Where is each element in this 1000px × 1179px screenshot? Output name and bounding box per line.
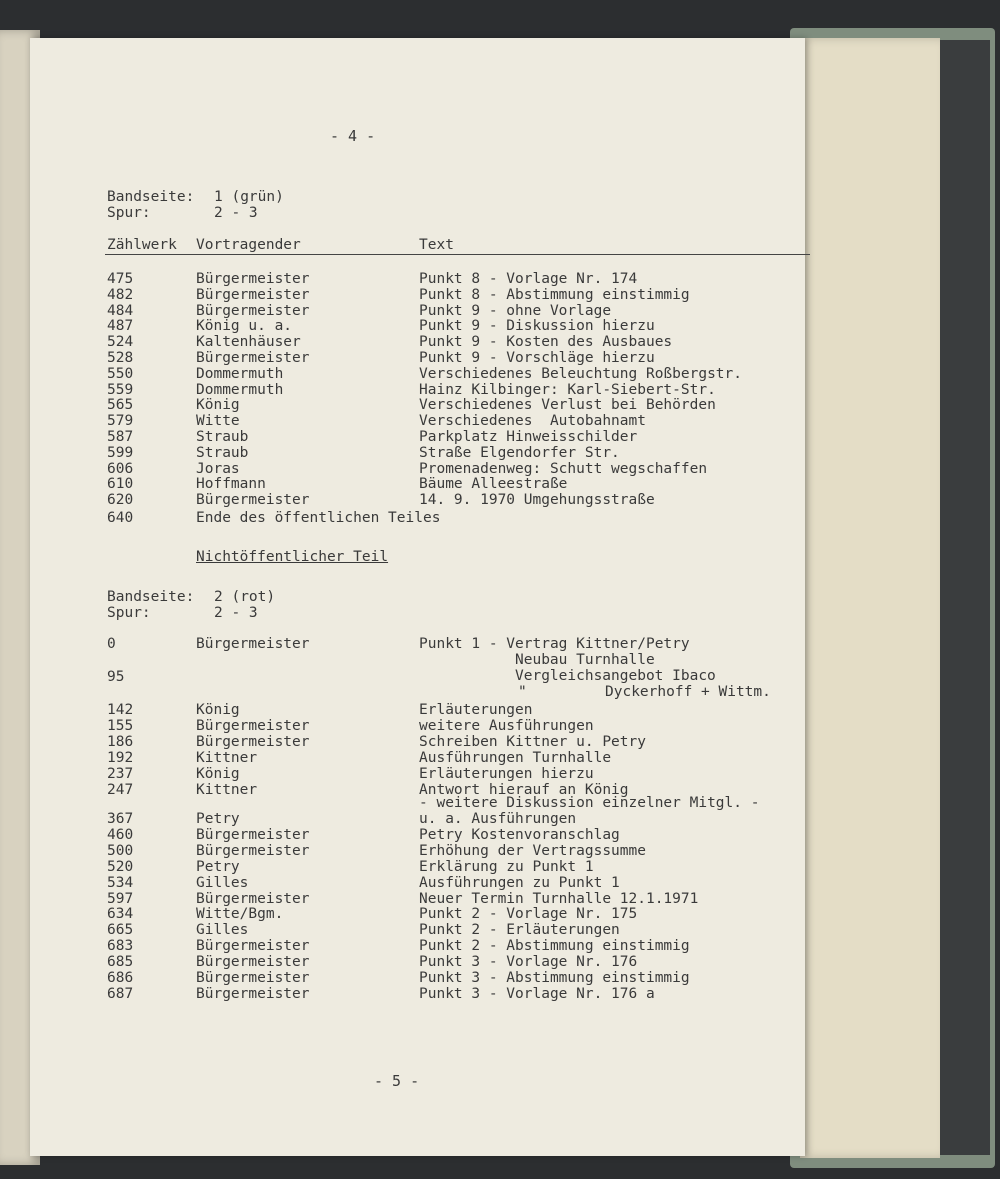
row-text: Punkt 9 - Vorschläge hierzu: [419, 350, 655, 366]
row-number: 460: [107, 826, 134, 843]
row-text: Ausführungen zu Punkt 1: [419, 874, 620, 891]
row-speaker: Dommermuth: [196, 365, 284, 382]
section-title: Nichtöffentlicher Teil: [196, 549, 389, 565]
row-number: 484: [107, 302, 134, 319]
row-text: 14. 9. 1970 Umgehungsstraße: [419, 492, 655, 509]
header-text: Text: [419, 237, 454, 253]
bandseite-label: Bandseite:: [107, 589, 195, 605]
row-text: Punkt 8 - Abstimmung einstimmig: [419, 286, 690, 303]
row-speaker: Kittner: [196, 782, 258, 798]
row-speaker: Bürgermeister: [196, 350, 310, 366]
row-number: 487: [107, 318, 134, 335]
row-number: 587: [107, 429, 134, 445]
header-rule: [105, 254, 810, 255]
row-number: 142: [107, 702, 134, 718]
row-speaker: Bürgermeister: [196, 954, 310, 971]
row-speaker: König u. a.: [196, 318, 293, 335]
row-speaker: Bürgermeister: [196, 734, 310, 750]
row-text: weitere Ausführungen: [419, 718, 594, 734]
row-number: 500: [107, 842, 134, 859]
row-text: Punkt 2 - Vorlage Nr. 175: [419, 906, 638, 923]
row-text: Neuer Termin Turnhalle 12.1.1971: [419, 890, 699, 907]
row-speaker: König: [196, 397, 240, 414]
row-number: 475: [107, 271, 134, 287]
row-text: Punkt 3 - Vorlage Nr. 176: [419, 954, 638, 971]
row-speaker: Bürgermeister: [196, 938, 310, 955]
row-number: 524: [107, 334, 134, 351]
row-number: 665: [107, 922, 134, 939]
row-number: 367: [107, 811, 134, 827]
row-text: Parkplatz Hinweisschilder: [419, 429, 638, 445]
row-speaker: Gilles: [196, 874, 249, 891]
spur-label: Spur:: [107, 605, 151, 621]
row-text: Hainz Kilbinger: Karl-Siebert-Str.: [419, 381, 716, 398]
row-speaker: Straub: [196, 429, 249, 445]
header-vortragender: Vortragender: [196, 237, 301, 253]
row-number: 528: [107, 350, 134, 366]
row-text: u. a. Ausführungen: [419, 811, 577, 827]
row-text: Punkt 3 - Abstimmung einstimmig: [419, 970, 690, 986]
row-number: 640: [107, 510, 134, 526]
row-number: 192: [107, 750, 134, 766]
row-number: 534: [107, 874, 134, 891]
row-speaker: Bürgermeister: [196, 890, 310, 907]
row-speaker: Dommermuth: [196, 381, 284, 398]
row-text: Punkt 8 - Vorlage Nr. 174: [419, 271, 638, 287]
row-number: 687: [107, 985, 134, 1002]
row-number: 606: [107, 460, 134, 477]
row-number: 620: [107, 492, 134, 509]
row-text: Punkt 2 - Erläuterungen: [419, 922, 620, 939]
row-text: Erklärung zu Punkt 1: [419, 858, 594, 875]
row-speaker: Bürgermeister: [196, 286, 310, 303]
page-number-top: - 4 -: [330, 127, 376, 145]
row-number: 155: [107, 718, 134, 734]
row-speaker: Bürgermeister: [196, 842, 310, 859]
ditto-mark: ": [518, 684, 527, 700]
row-text: Schreiben Kittner u. Petry: [419, 734, 646, 750]
row-text-cont: Neubau Turnhalle: [515, 652, 655, 668]
row-text: Antwort hierauf an König: [419, 782, 629, 798]
bandseite-label: Bandseite:: [107, 189, 195, 205]
row-speaker: Joras: [196, 460, 240, 477]
row-number: 247: [107, 782, 134, 798]
back-page: [800, 38, 940, 1158]
spur-label: Spur:: [107, 205, 151, 221]
row-text: Punkt 9 - ohne Vorlage: [419, 302, 612, 319]
row-number: 237: [107, 766, 134, 782]
row-text: Verschiedenes Beleuchtung Roßbergstr.: [419, 365, 743, 382]
row-number: 597: [107, 890, 134, 907]
row-text: Erläuterungen hierzu: [419, 766, 594, 782]
spur-value: 2 - 3: [214, 205, 258, 221]
row-number: 683: [107, 938, 134, 955]
row-text: Promenadenweg: Schutt wegschaffen: [419, 460, 708, 477]
row-speaker: Bürgermeister: [196, 492, 310, 509]
bandseite-value: 2 (rot): [214, 589, 276, 605]
row-speaker: Hoffmann: [196, 476, 266, 493]
row-speaker: Bürgermeister: [196, 985, 310, 1002]
row-speaker: Bürgermeister: [196, 271, 310, 287]
row-number: 599: [107, 444, 134, 461]
row-number: 95: [107, 669, 125, 685]
row-speaker: König: [196, 766, 240, 782]
row-text: Straße Elgendorfer Str.: [419, 444, 620, 461]
row-text: Punkt 1 - Vertrag Kittner/Petry: [419, 636, 690, 652]
row-speaker: Petry: [196, 858, 240, 875]
binder-spine: [935, 40, 990, 1155]
spur-value: 2 - 3: [214, 605, 258, 621]
row-text-cont: Dyckerhoff + Wittm.: [605, 684, 771, 700]
row-speaker: Kittner: [196, 750, 258, 766]
row-number: 634: [107, 906, 134, 923]
row-speaker: König: [196, 702, 240, 718]
row-number: 520: [107, 858, 134, 875]
row-text: Punkt 9 - Kosten des Ausbaues: [419, 334, 673, 351]
row-text: Verschiedenes Autobahnamt: [419, 413, 646, 430]
row-number: 686: [107, 970, 134, 986]
row-speaker: Bürgermeister: [196, 718, 310, 734]
row-text: Ausführungen Turnhalle: [419, 750, 612, 766]
row-text: Petry Kostenvoranschlag: [419, 826, 620, 843]
row-speaker: Petry: [196, 811, 240, 827]
row-speaker: Straub: [196, 444, 249, 461]
row-speaker: Bürgermeister: [196, 302, 310, 319]
row-text-cont: Vergleichsangebot Ibaco: [515, 668, 716, 684]
row-text: Erhöhung der Vertragssumme: [419, 842, 646, 859]
row-text: Bäume Alleestraße: [419, 476, 568, 493]
row-text-cont: - weitere Diskussion einzelner Mitgl. -: [419, 795, 760, 811]
row-text: Verschiedenes Verlust bei Behörden: [419, 397, 716, 414]
page-number-bottom: - 5 -: [374, 1072, 420, 1090]
row-number: 559: [107, 381, 134, 398]
row-speaker: Witte: [196, 413, 240, 430]
row-number: 186: [107, 734, 134, 750]
row-speaker: Kaltenhäuser: [196, 334, 301, 351]
row-text: Punkt 2 - Abstimmung einstimmig: [419, 938, 690, 955]
header-zaehlwerk: Zählwerk: [107, 237, 177, 253]
row-number: 0: [107, 636, 116, 652]
bandseite-value: 1 (grün): [214, 189, 284, 205]
row-text: Erläuterungen: [419, 702, 533, 718]
row-text: Punkt 9 - Diskussion hierzu: [419, 318, 655, 335]
row-number: 482: [107, 286, 134, 303]
row-number: 579: [107, 413, 134, 430]
row-speaker: Bürgermeister: [196, 636, 310, 652]
row-number: 610: [107, 476, 134, 493]
row-number: 565: [107, 397, 134, 414]
row-speaker: Witte/Bgm.: [196, 906, 284, 923]
row-speaker: Bürgermeister: [196, 970, 310, 986]
row-number: 550: [107, 365, 134, 382]
row-number: 685: [107, 954, 134, 971]
row-speaker: Gilles: [196, 922, 249, 939]
row-text: Punkt 3 - Vorlage Nr. 176 a: [419, 985, 655, 1002]
row-speaker: Bürgermeister: [196, 826, 310, 843]
document-page: [30, 38, 805, 1156]
row-text: Ende des öffentlichen Teiles: [196, 510, 441, 526]
